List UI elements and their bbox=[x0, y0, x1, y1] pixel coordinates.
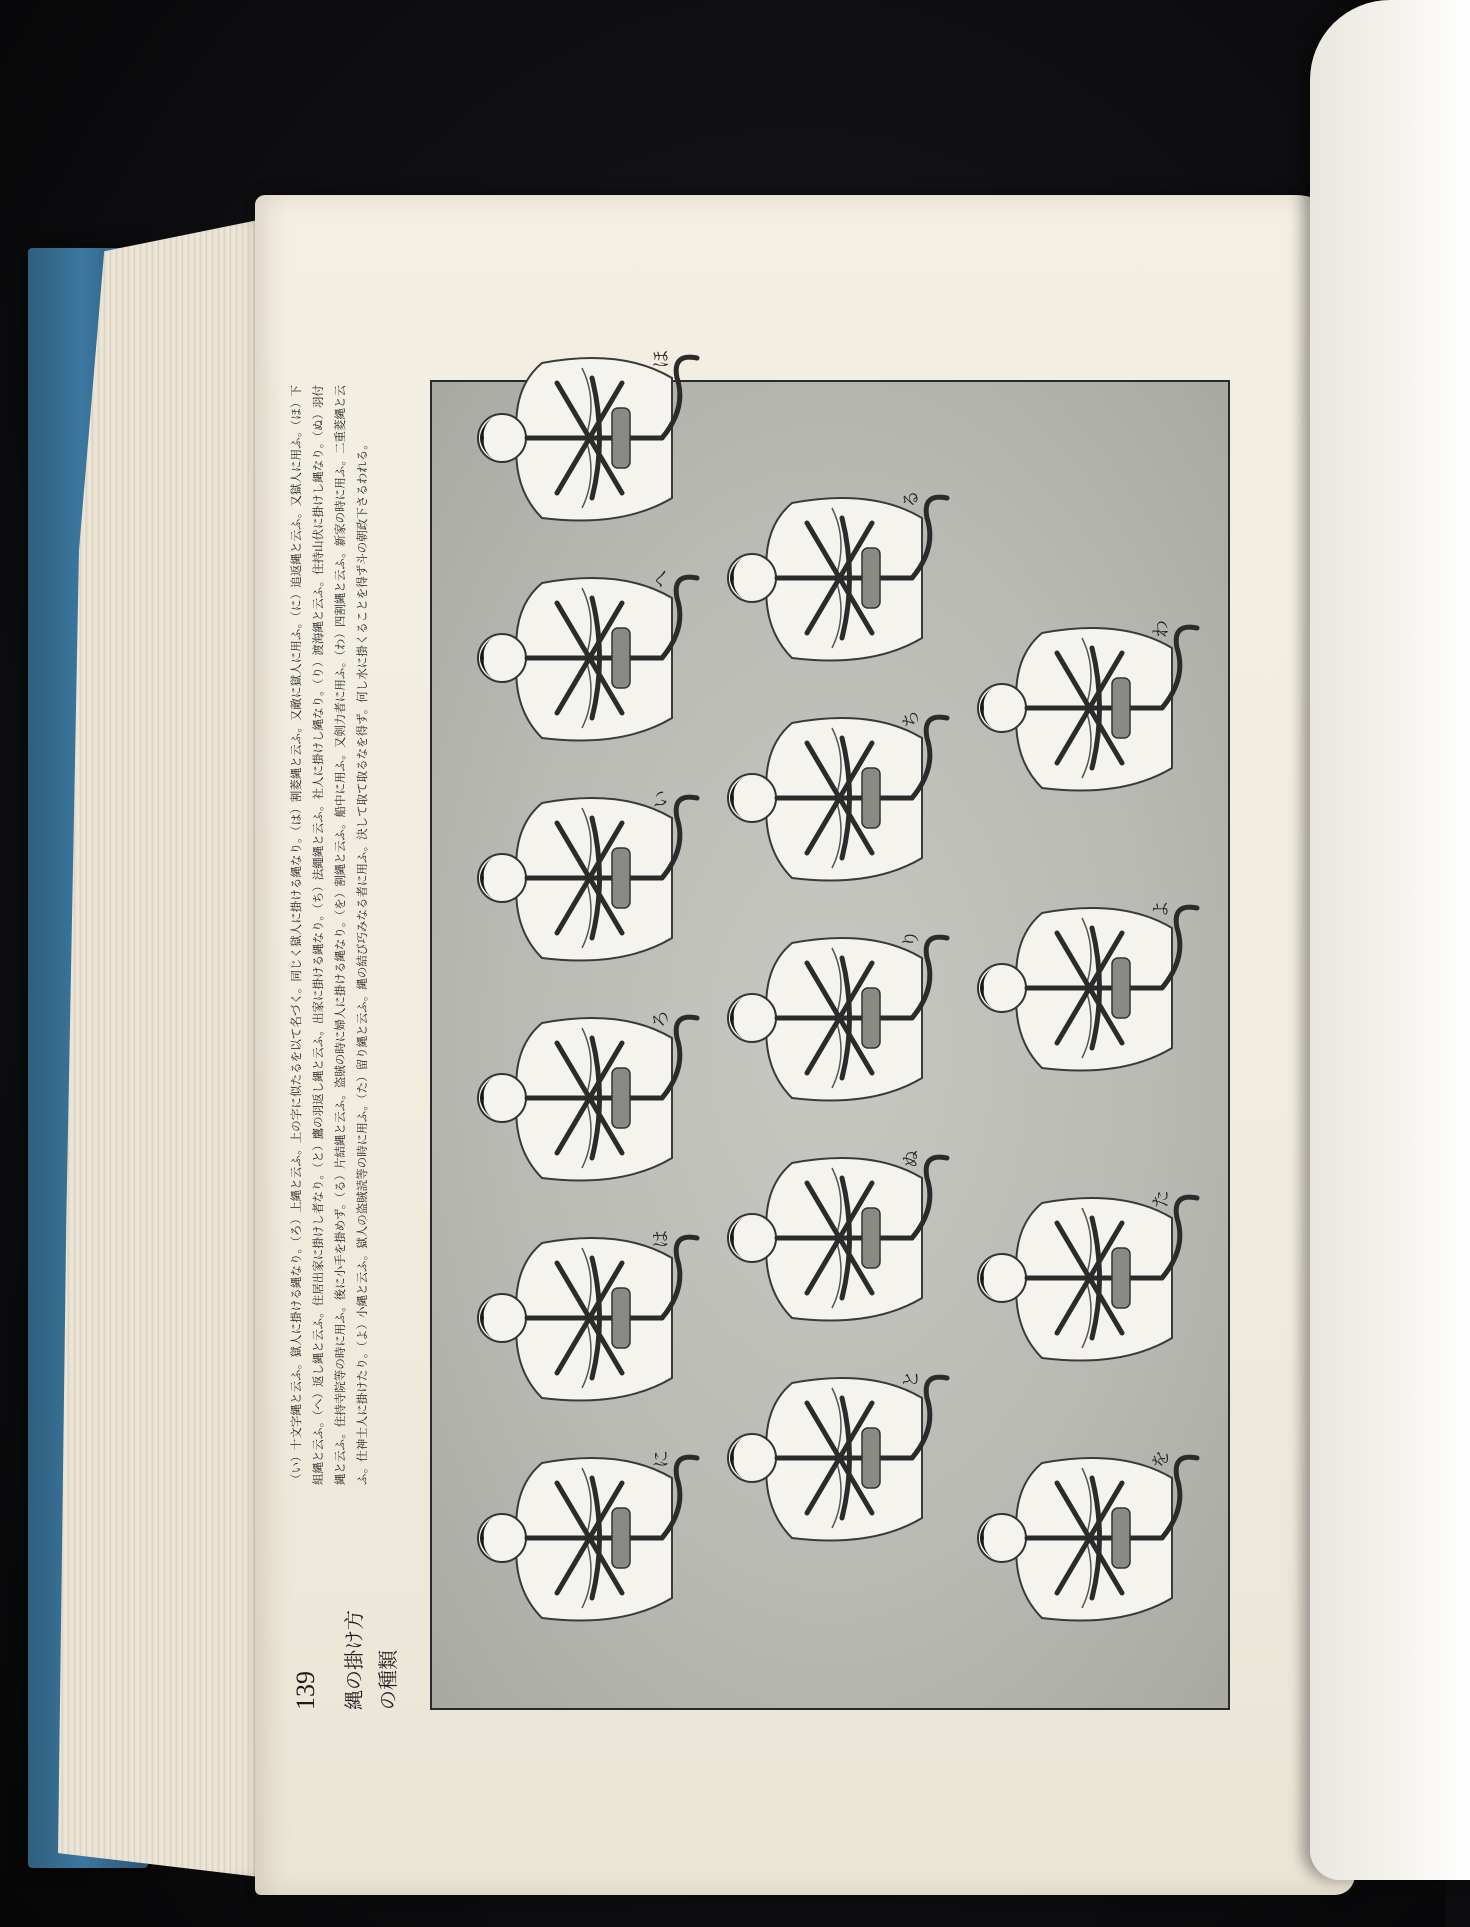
figure-label: を bbox=[1151, 1450, 1172, 1468]
caption-text: （い）十文字縄と云ふ。獄人に掛ける縄なり。（ろ）上縄と云ふ。上の字に似たるを以て名づく。同じく獄人に掛ける縄なり。（は）割菱縄と云ふ。又敵に獄人に用ふ。（に）追返縄と云ふ。又獄人に用ふ。（ほ）下組縄と云ふ。（へ）返し縄と云ふ。住居出家に掛けし者なり。（と）鷹の羽返し縄と云ふ。出家に掛ける縄なり。（ち）法繩縄と云ふ。社人に掛けし縄なり。（り）渡海縄と云ふ。住持山伏に掛けし縄なり。（ぬ）羽付縄と云ふ。住持寺院等の時に用ふ。後に小手を掛めず。（る）片結縄と云ふ。盗賊の時に婦人に掛ける縄なり。（を）割縄と云ふ。船中に用ふ。又剣力者に用ふ。（わ）四割縄と云ふ。新家の時に用ふ。二重菱縄と云ふ。仕神士人に掛けたり。（よ）小縄と云ふ。獄人の盗賊読等の時に用ふ。（た）留り縄と云ふ。縄の結び巧みなる者に用ふ。決して取て取るなを得ず。何し水に掛くることを得ず斗の朝政下さるわれる。 bbox=[289, 385, 369, 1485]
bound-figure bbox=[478, 1450, 697, 1621]
bound-figure bbox=[728, 1370, 947, 1541]
bound-figure bbox=[728, 1150, 947, 1321]
rotated-page-content bbox=[285, 350, 1245, 1710]
bound-figure bbox=[728, 930, 947, 1101]
figure-label: ぬ bbox=[901, 1150, 922, 1168]
bound-figure bbox=[978, 1450, 1197, 1621]
bound-figure bbox=[478, 790, 697, 961]
figure-label: は bbox=[651, 1230, 672, 1248]
figure-label: い bbox=[651, 790, 672, 808]
bound-figure bbox=[978, 1190, 1197, 1361]
figure-label: よ bbox=[1151, 900, 1172, 918]
figure-label: と bbox=[901, 1370, 922, 1388]
figure-label: ち bbox=[901, 710, 922, 728]
figure-label: へ bbox=[651, 570, 672, 588]
figure-label: ほ bbox=[651, 350, 672, 368]
bound-figure bbox=[978, 620, 1197, 791]
figure-label: ろ bbox=[651, 1010, 672, 1028]
bound-figure bbox=[478, 570, 697, 741]
next-page-edge bbox=[1310, 0, 1470, 1880]
plate-title-line-1: 縄の掛け方 bbox=[342, 1610, 366, 1710]
plate-title-line-2: の種類 bbox=[376, 1650, 400, 1710]
plate-title bbox=[337, 1610, 405, 1710]
stacked-page-edges bbox=[58, 218, 268, 1878]
figure-label: り bbox=[901, 930, 922, 948]
bound-figure bbox=[728, 490, 947, 661]
caption-block bbox=[285, 380, 425, 1710]
bound-figure bbox=[478, 1010, 697, 1181]
figure-label: に bbox=[651, 1450, 672, 1468]
figure-label: わ bbox=[1151, 620, 1172, 638]
bound-figure bbox=[978, 900, 1197, 1071]
bound-figures-illustration bbox=[432, 350, 1232, 1708]
bound-figure bbox=[728, 710, 947, 881]
figure-label: た bbox=[1151, 1190, 1172, 1208]
bound-figure bbox=[478, 1230, 697, 1401]
illustration-plate bbox=[430, 350, 1230, 1710]
plate-number: 139 bbox=[291, 1671, 320, 1710]
figure-label: る bbox=[901, 490, 922, 508]
